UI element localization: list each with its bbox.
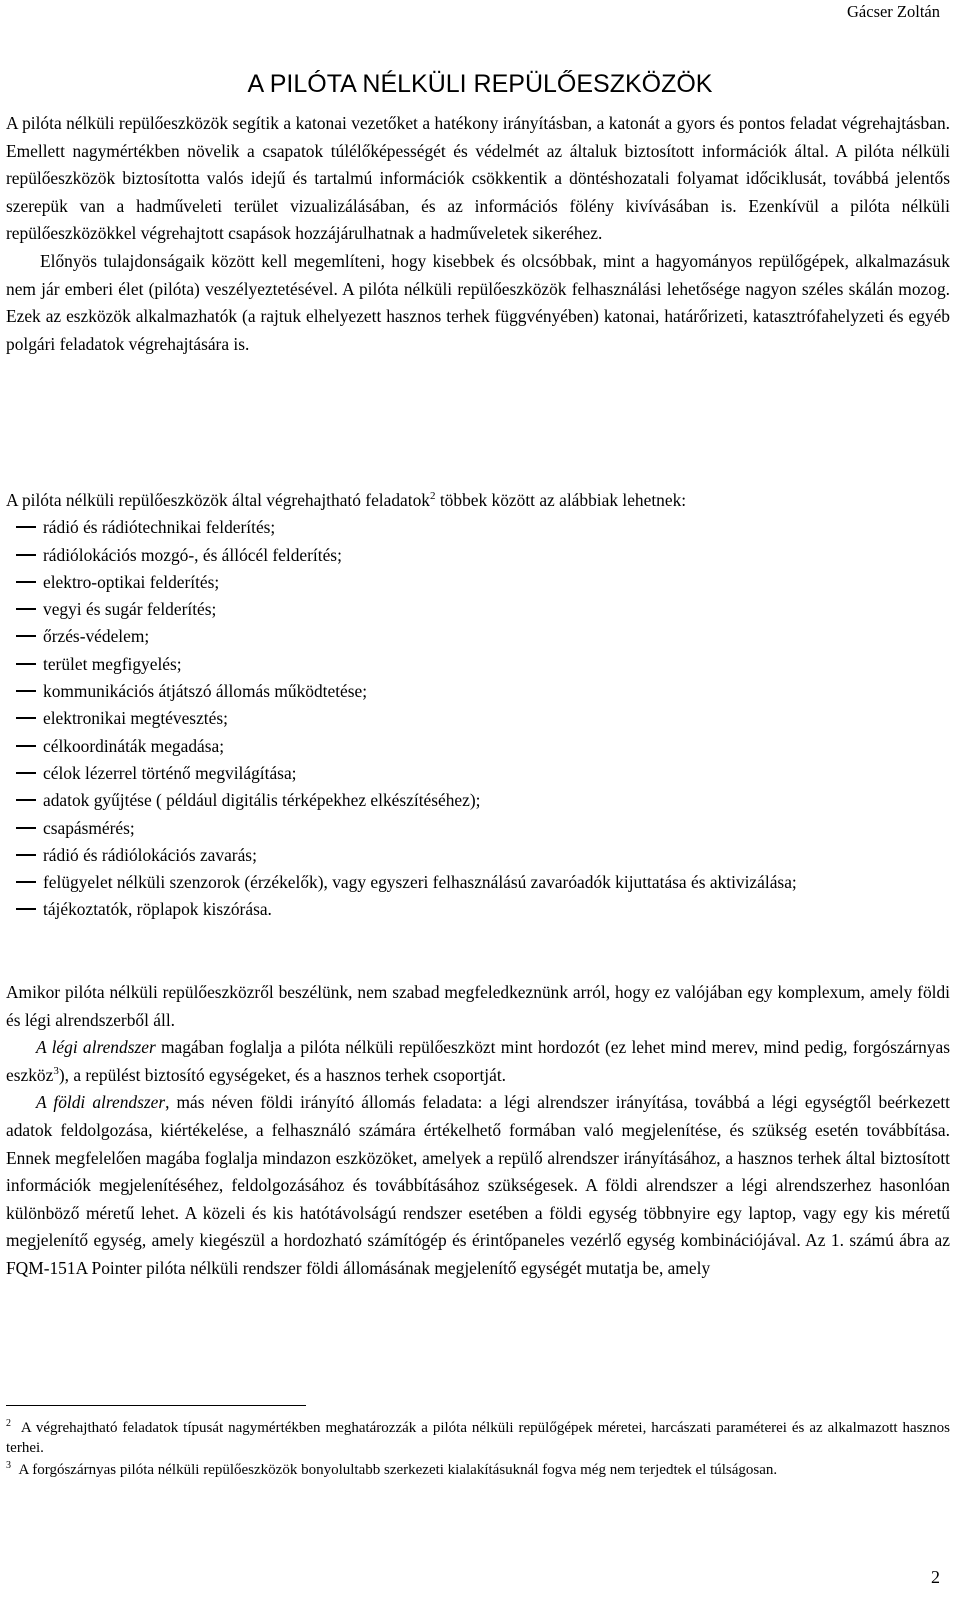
list-item	[6, 569, 950, 596]
system-paragraph-2-end: ), a repülést biztosító egységeket, és a hasznos terhek csoportját.	[58, 1064, 507, 1085]
dash-bullet-icon	[16, 772, 36, 774]
intro-paragraph-2: Előnyös tulajdonságaik között kell megemlíteni, hogy kisebbek és olcsóbbak, mint a hagyományos repülőgépek, alkalmazásuk nem jár emberi élet (pilóta) veszélyeztetésével. A pilóta nélküli repülőeszközök felhasználási lehetősége nagyon széles skálán mozog. Ezek az eszközök alkalmazhatók (a rajtuk elhelyezett hasznos terhek függvényében) katonai, határőrizeti, katasztrófahelyzeti és egyéb polgári feladatok végrehajtására is.	[6, 250, 950, 354]
intro-paragraph-1: A pilóta nélküli repülőeszközök segítik a katonai vezetőket a hatékony irányításban, a katonát a gyors és pontos feladat végrehajtásban. Emellett nagymértékben növelik a csapatok túlélőképességét és védelmét az általuk biztosított információk által. A pilóta nélküli repülőeszközök biztosította valós idejű és tartalmú információk csökkentik a döntéshozatali folyamat időciklusát, továbbá jelentős szerepük van a hadműveleti terület vizualizálásában, és az információs fölény kivívásában is. Ezenkívül a pilóta nélküli repülőeszközökkel végrehajtott csapások hozzájárulhatnak a hadműveletek sikeréhez.	[6, 113, 950, 244]
page-number: 2	[931, 1567, 940, 1587]
system-paragraph-3-text: , más néven földi irányító állomás feladata: a légi alrendszer irányítása, továbbá a légi egységtől beérkezett adatok feldolgozása, kiértékelése, a felhasználó számára értékelhető formában való megjelenítése, és szükség esetén továbbítása. Ennek megfelelően magába foglalja mindazon eszközöket, amelyek a repülő alrendszer irányításához, a hasznos terhek által biztosított információk megjelenítéséhez, feldolgozásához és továbbításához szükségesek. A földi alrendszer a légi alrendszerhez hasonlóan különböző méretű lehet. A közeli és kis hatótávolságú rendszer esetében a földi egység többnyire egy laptop, vagy egy kis méretű megjelenítő egység, amely kiegészül a hordozható számítógép és érintőpaneles vezérlő egység kombinációjával. Az 1. számú ábra az FQM-151A Pointer pilóta nélküli rendszer földi állomásának megjelenítő egységét mutatja be, amely	[6, 1092, 950, 1278]
system-section	[6, 979, 950, 1283]
list-item-text: rádió és rádiólokációs zavarás;	[43, 844, 257, 865]
dash-bullet-icon	[16, 827, 36, 829]
list-item	[6, 869, 950, 896]
list-item-text: célok lézerrel történő megvilágítása;	[43, 762, 297, 783]
footnotes	[6, 1418, 950, 1482]
list-item-text: terület megfigyelés;	[43, 653, 182, 674]
dash-bullet-icon	[16, 717, 36, 719]
dash-bullet-icon	[16, 908, 36, 910]
list-item-text: rádió és rádiótechnikai felderítés;	[43, 517, 276, 538]
footnote-text: A forgószárnyas pilóta nélküli repülőeszközök bonyolultabb szerkezeti kialakításuknál fogva még nem terjedtek el túlságosan.	[18, 1462, 778, 1478]
tasks-section	[6, 487, 950, 924]
list-item	[6, 678, 950, 705]
list-item	[6, 542, 950, 569]
term-ground-subsystem: A földi alrendszer	[36, 1092, 166, 1113]
list-item	[6, 623, 950, 650]
list-item	[6, 651, 950, 678]
dash-bullet-icon	[16, 690, 36, 692]
list-item	[6, 842, 950, 869]
tasks-intro	[6, 487, 950, 514]
term-air-subsystem: A légi alrendszer	[36, 1037, 156, 1058]
list-item-text: felügyelet nélküli szenzorok (érzékelők), vagy egyszeri felhasználású zavaróadók kijuttatása és aktivizálása;	[43, 872, 797, 893]
list-item	[6, 760, 950, 787]
footnote-text: A végrehajtható feladatok típusát nagymértékben meghatározzák a pilóta nélküli repülőgépek méretei, harcászati paraméterei és az alkalmazott hasznos terhei.	[6, 1420, 951, 1456]
system-paragraph-2	[6, 1034, 950, 1089]
list-item	[6, 733, 950, 760]
dash-bullet-icon	[16, 854, 36, 856]
list-item-text: csapásmérés;	[43, 817, 135, 838]
list-item	[6, 896, 950, 923]
tasks-list	[6, 514, 950, 923]
list-item-text: kommunikációs átjátszó állomás működtetése;	[43, 681, 368, 702]
intro-section	[6, 110, 950, 358]
dash-bullet-icon	[16, 635, 36, 637]
footnote-divider	[6, 1405, 306, 1406]
list-item	[6, 596, 950, 623]
list-item-text: adatok gyűjtése ( például digitális térképekhez elkészítéséhez);	[43, 790, 481, 811]
list-item	[6, 787, 950, 814]
author-header: Gácser Zoltán	[847, 2, 940, 21]
footnote-2	[6, 1418, 950, 1458]
dash-bullet-icon	[16, 554, 36, 556]
list-item-text: elektronikai megtévesztés;	[43, 708, 228, 729]
list-item-text: vegyi és sugár felderítés;	[43, 599, 217, 620]
dash-bullet-icon	[16, 663, 36, 665]
list-item	[6, 815, 950, 842]
dash-bullet-icon	[16, 745, 36, 747]
dash-bullet-icon	[16, 581, 36, 583]
footnote-number: 2	[6, 1418, 11, 1429]
dash-bullet-icon	[16, 799, 36, 801]
page-title: A PILÓTA NÉLKÜLI REPÜLŐESZKÖZÖK	[247, 70, 713, 98]
footnote-ref-3[interactable]: 3	[53, 1064, 59, 1077]
system-paragraph-1: Amikor pilóta nélküli repülőeszközről beszélünk, nem szabad megfeledkeznünk arról, hogy ez valójában egy komplexum, amely földi és légi alrendszerből áll.	[6, 982, 950, 1030]
footnote-3	[6, 1460, 950, 1480]
list-item-text: tájékoztatók, röplapok kiszórása.	[43, 899, 272, 920]
list-item-text: rádiólokációs mozgó-, és állócél felderítés;	[43, 544, 342, 565]
list-item	[6, 514, 950, 541]
tasks-intro-text: A pilóta nélküli repülőeszközök által végrehajtható feladatok	[6, 490, 430, 510]
system-paragraph-3	[6, 1089, 950, 1282]
list-item-text: elektro-optikai felderítés;	[43, 571, 220, 592]
footnote-ref-2[interactable]: 2	[430, 490, 436, 503]
list-item-text: célkoordináták megadása;	[43, 735, 225, 756]
dash-bullet-icon	[16, 526, 36, 528]
footnote-number: 3	[6, 1460, 11, 1471]
dash-bullet-icon	[16, 608, 36, 610]
list-item-text: őrzés-védelem;	[43, 626, 150, 647]
system-paragraph-2-text: magában foglalja a pilóta nélküli repülőeszközt mint hordozót (ez lehet mind merev, mind pedig, forgószárnyas eszköz	[6, 1037, 950, 1085]
tasks-intro-text-end: többek között az alábbiak lehetnek:	[435, 490, 687, 510]
dash-bullet-icon	[16, 881, 36, 883]
list-item	[6, 705, 950, 732]
